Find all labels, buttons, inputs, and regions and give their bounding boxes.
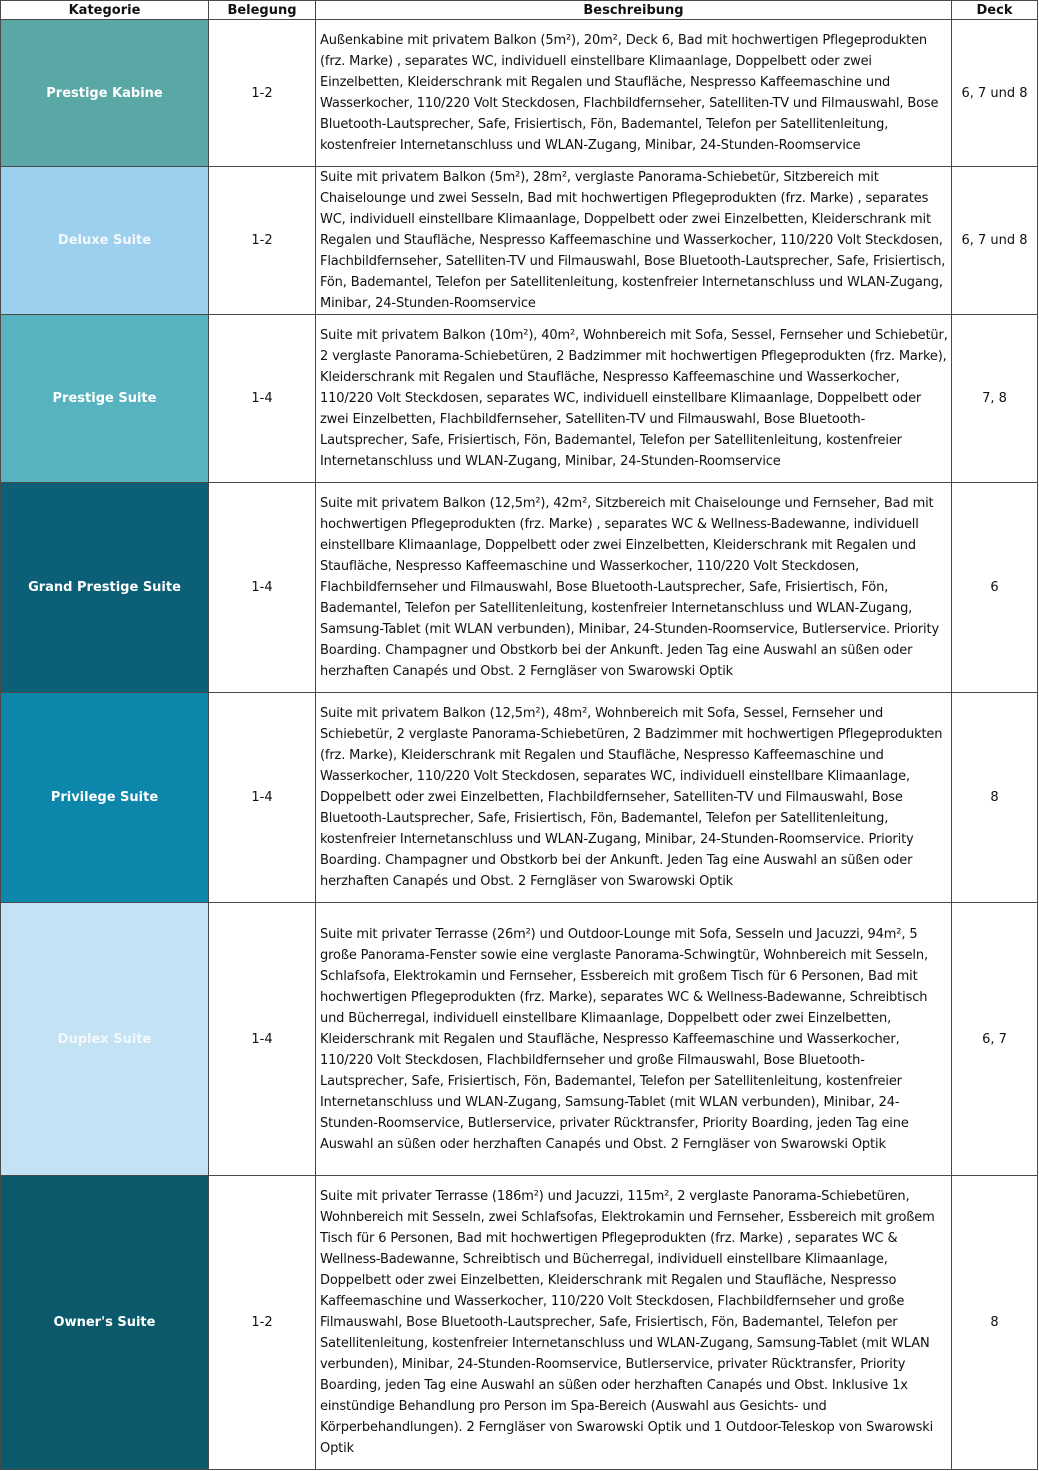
table-row [1, 315, 1038, 483]
deck-cell: 7, 8 [952, 315, 1038, 483]
table-row [1, 20, 1038, 167]
description-cell: Suite mit privater Terrasse (186m²) und Jacuzzi, 115m², 2 verglaste Panorama-Schiebetüren, Wohnbereich mit Sesseln, zwei Schlafsofas, Elektrokamin und Fernseher, Essbereich mit großem Tisch für 6 Personen, Bad mit hochwertigen Pflegeprodukten (frz. Marke) , separates WC & Wellness-Badewanne, Schreibtisch und Bücherregal, individuell einstellbare Klimaanlage, Doppelbett oder zwei Einzelbetten, Kleiderschrank mit Regalen und Staufläche, Nespresso Kaffeemaschine und Wasserkocher, 110/220 Volt Steckdosen, Flachbildfernseher und große Filmauswahl, Bose Bluetooth-Lautsprecher, Safe, Frisiertisch, Fön, Bademantel, Telefon per Satellitenleitung, kostenfreier Internetanschluss und WLAN-Zugang, Samsung-Tablet (mit WLAN verbunden), Minibar, 24-Stunden-Roomservice, Butlerservice, privater Rücktransfer, Priority Boarding, jeden Tag eine Auswahl an süßen oder herzhaften Canapés und Obst. Inklusive 1x einstündige Behandlung pro Person im Spa-Bereich (Auswahl aus Gesichts- und Körperbehandlungen). 2 Ferngläser von Swarowski Optik und 1 Outdoor-Teleskop von Swarowski Optik [316, 1176, 952, 1470]
category-cell: Prestige Kabine [1, 20, 209, 167]
description-cell: Suite mit privatem Balkon (12,5m²), 48m², Wohnbereich mit Sofa, Sessel, Fernseher und Schiebetür, 2 verglaste Panorama-Schiebetüren, 2 Badzimmer mit hochwertigen Pflegeprodukten (frz. Marke), Kleiderschrank mit Regalen und Staufläche, Nespresso Kaffeemaschine und Wasserkocher, 110/220 Volt Steckdosen, separates WC, individuell einstellbare Klimaanlage, Doppelbett oder zwei Einzelbetten, Flachbildfernseher, Satelliten-TV und Filmauswahl, Bose Bluetooth-Lautsprecher, Safe, Frisiertisch, Fön, Bademantel, Telefon per Satellitenleitung, kostenfreier Internetanschluss und WLAN-Zugang, Minibar, 24-Stunden-Roomservice. Priority Boarding. Champagner und Obstkorb bei der Ankunft. Jeden Tag eine Auswahl an süßen oder herzhaften Canapés und Obst. 2 Ferngläser von Swarowski Optik [316, 693, 952, 903]
table-row [1, 903, 1038, 1176]
description-cell: Suite mit privatem Balkon (12,5m²), 42m², Sitzbereich mit Chaiselounge und Fernseher, Bad mit hochwertigen Pflegeprodukten (frz. Marke) , separates WC & Wellness-Badewanne, individuell einstellbare Klimaanlage, Doppelbett oder zwei Einzelbetten, Kleiderschrank mit Regalen und Staufläche, Nespresso Kaffeemaschine und Wasserkocher, 110/220 Volt Steckdosen, Flachbildfernseher und Filmauswahl, Bose Bluetooth-Lautsprecher, Safe, Frisiertisch, Fön, Bademantel, Telefon per Satellitenleitung, kostenfreier Internetanschluss und WLAN-Zugang, Samsung-Tablet (mit WLAN verbunden), Minibar, 24-Stunden-Roomservice, Butlerservice. Priority Boarding. Champagner und Obstkorb bei der Ankunft. Jeden Tag eine Auswahl an süßen oder herzhaften Canapés und Obst. 2 Ferngläser von Swarowski Optik [316, 483, 952, 693]
table-row [1, 693, 1038, 903]
header-category: Kategorie [1, 1, 209, 20]
deck-cell: 6, 7 und 8 [952, 167, 1038, 315]
deck-cell: 6, 7 und 8 [952, 20, 1038, 167]
occupancy-cell: 1-2 [209, 167, 316, 315]
description-cell: Suite mit privatem Balkon (10m²), 40m², Wohnbereich mit Sofa, Sessel, Fernseher und Schiebetür, 2 verglaste Panorama-Schiebetüren, 2 Badzimmer mit hochwertigen Pflegeprodukten (frz. Marke), Kleiderschrank mit Regalen und Staufläche, Nespresso Kaffeemaschine und Wasserkocher, 110/220 Volt Steckdosen, separates WC, individuell einstellbare Klimaanlage, Doppelbett oder zwei Einzelbetten, Flachbildfernseher, Satelliten-TV und Filmauswahl, Bose Bluetooth-Lautsprecher, Safe, Frisiertisch, Fön, Bademantel, Telefon per Satellitenleitung, kostenfreier Internetanschluss und WLAN-Zugang, Minibar, 24-Stunden-Roomservice [316, 315, 952, 483]
table-row [1, 1176, 1038, 1470]
category-cell: Prestige Suite [1, 315, 209, 483]
category-cell: Grand Prestige Suite [1, 483, 209, 693]
header-deck: Deck [952, 1, 1038, 20]
description-cell: Außenkabine mit privatem Balkon (5m²), 20m², Deck 6, Bad mit hochwertigen Pflegeprodukten (frz. Marke) , separates WC, individuell einstellbare Klimaanlage, Doppelbett oder zwei Einzelbetten, Kleiderschrank mit Regalen und Staufläche, Nespresso Kaffeemaschine und Wasserkocher, 110/220 Volt Steckdosen, Flachbildfernseher, Satelliten-TV und Filmauswahl, Bose Bluetooth-Lautsprecher, Safe, Frisiertisch, Fön, Bademantel, Telefon per Satellitenleitung, kostenfreier Internetanschluss und WLAN-Zugang, Minibar, 24-Stunden-Roomservice [316, 20, 952, 167]
occupancy-cell: 1-4 [209, 903, 316, 1176]
header-row [1, 1, 1038, 20]
occupancy-cell: 1-4 [209, 693, 316, 903]
category-cell: Owner's Suite [1, 1176, 209, 1470]
description-cell: Suite mit privater Terrasse (26m²) und Outdoor-Lounge mit Sofa, Sesseln und Jacuzzi, 94m², 5 große Panorama-Fenster sowie eine verglaste Panorama-Schwingtür, Wohnbereich mit Sesseln, Schlafsofa, Elektrokamin und Fernseher, Essbereich mit großem Tisch für 6 Personen, Bad mit hochwertigen Pflegeprodukten (frz. Marke), separates WC & Wellness-Badewanne, Schreibtisch und Bücherregal, individuell einstellbare Klimaanlage, Doppelbett oder zwei Einzelbetten, Kleiderschrank mit Regalen und Staufläche, Nespresso Kaffeemaschine und Wasserkocher, 110/220 Volt Steckdosen, Flachbildfernseher und große Filmauswahl, Bose Bluetooth-Lautsprecher, Safe, Frisiertisch, Fön, Bademantel, Telefon per Satellitenleitung, kostenfreier Internetanschluss und WLAN-Zugang, Samsung-Tablet (mit WLAN verbunden), Minibar, 24-Stunden-Roomservice, Butlerservice, privater Rücktransfer, Priority Boarding, jeden Tag eine Auswahl an süßen oder herzhaften Canapés und Obst. 2 Ferngläser von Swarowski Optik [316, 903, 952, 1176]
occupancy-cell: 1-4 [209, 483, 316, 693]
category-cell: Deluxe Suite [1, 167, 209, 315]
category-cell: Privilege Suite [1, 693, 209, 903]
deck-cell: 8 [952, 1176, 1038, 1470]
header-description: Beschreibung [316, 1, 952, 20]
table-row [1, 167, 1038, 315]
header-occupancy: Belegung [209, 1, 316, 20]
deck-cell: 6, 7 [952, 903, 1038, 1176]
deck-cell: 8 [952, 693, 1038, 903]
occupancy-cell: 1-4 [209, 315, 316, 483]
occupancy-cell: 1-2 [209, 1176, 316, 1470]
table-row [1, 483, 1038, 693]
description-cell: Suite mit privatem Balkon (5m²), 28m², verglaste Panorama-Schiebetür, Sitzbereich mit Chaiselounge und zwei Sesseln, Bad mit hochwertigen Pflegeprodukten (frz. Marke) , separates WC, individuell einstellbare Klimaanlage, Doppelbett oder zwei Einzelbetten, Kleiderschrank mit Regalen und Staufläche, Nespresso Kaffeemaschine und Wasserkocher, 110/220 Volt Steckdosen, Flachbildfernseher, Satelliten-TV und Filmauswahl, Bose Bluetooth-Lautsprecher, Safe, Frisiertisch, Fön, Bademantel, Telefon per Satellitenleitung, kostenfreier Internetanschluss und WLAN-Zugang, Minibar, 24-Stunden-Roomservice [316, 167, 952, 315]
occupancy-cell: 1-2 [209, 20, 316, 167]
category-cell: Duplex Suite [1, 903, 209, 1176]
deck-cell: 6 [952, 483, 1038, 693]
